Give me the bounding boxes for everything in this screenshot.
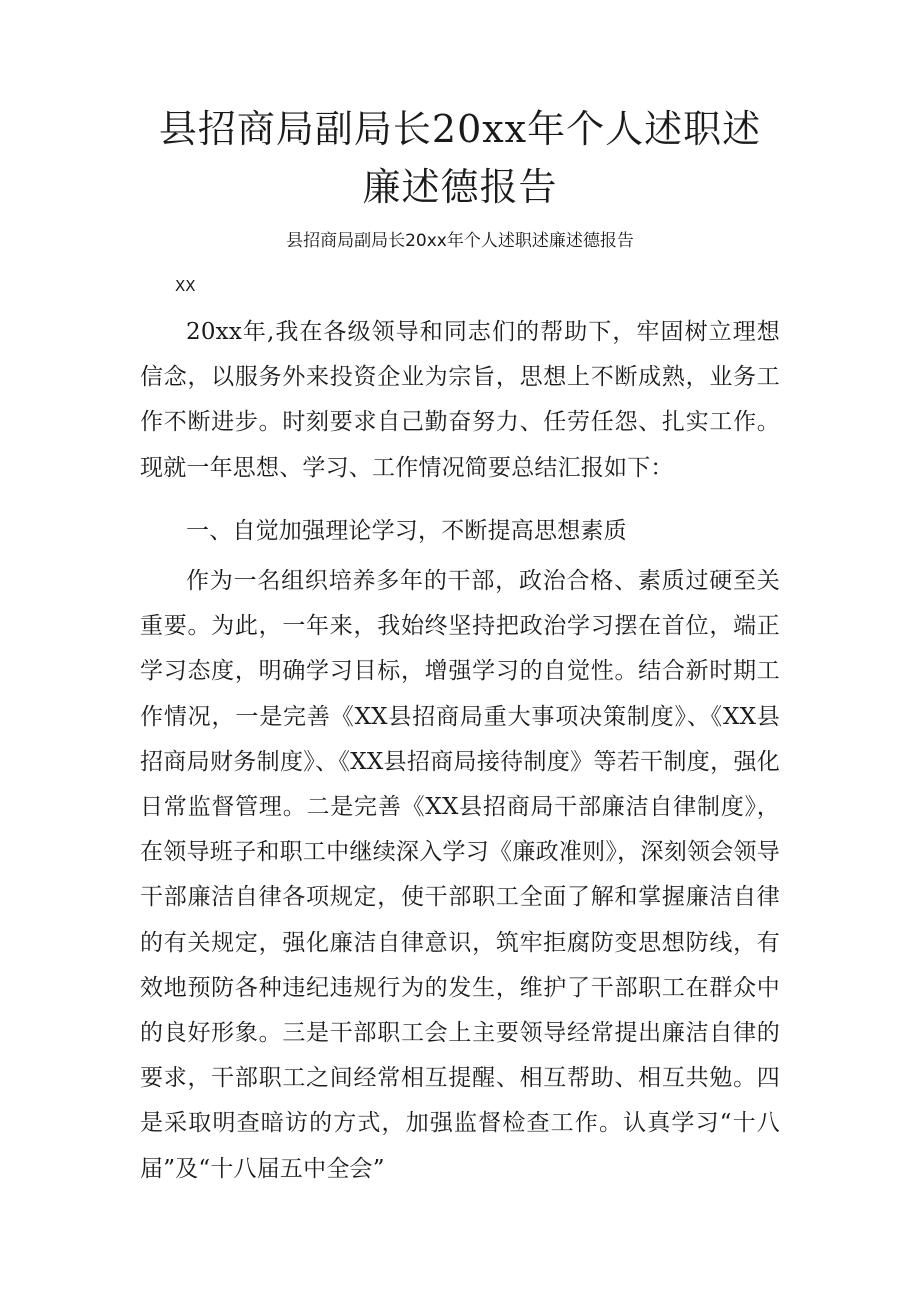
document-subtitle: 县招商局副局长20xx年个人述职述廉述德报告 [286, 231, 634, 251]
section-heading: 一、自觉加强理论学习，不断提高思想素质 [186, 518, 627, 544]
body-paragraph: 作为一名组织培养多年的干部，政治合格、素质过硬至关重要。为此，一年来，我始终坚持把政治学习摆在首位，端正学习态度，明确学习目标，增强学习的自觉性。结合新时期工作情况，一是完善《XX县招商局重大事项决策制度》、《XX县招商局财务制度》、《XX县招商局接待制度》等若干制度，强化日常监督管理。二是完善《XX县招商局干部廉洁自律制度》，在领导班子和职工中继续深入学习《廉政准则》，深刻领会领导干部廉洁自律各项规定，使干部职工全面了解和掌握廉洁自律的有关规定，强化廉洁自律意识，筑牢拒腐防变思想防线，有效地预防各种违纪违规行为的发生，维护了干部职工在群众中的良好形象。三是干部职工会上主要领导经常提出廉洁自律的要求，干部职工之间经常相互提醒、相互帮助、相互共勉。四是采取明查暗访的方式，加强监督检查工作。认真学习“十八届”及“十八届五中全会” [140, 568, 780, 1182]
author-name: XX [175, 277, 196, 295]
intro-paragraph: 20xx年,我在各级领导和同志们的帮助下，牢固树立理想信念，以服务外来投资企业为宗旨，思想上不断成熟，业务工作不断进步。时刻要求自己勤奋努力、任劳任怨、扎实工作。现就一年思想、学习、工作情况简要总结汇报如下： [140, 319, 780, 481]
document-title: 县招商局副局长20xx年个人述职述廉述德报告 [158, 107, 762, 209]
